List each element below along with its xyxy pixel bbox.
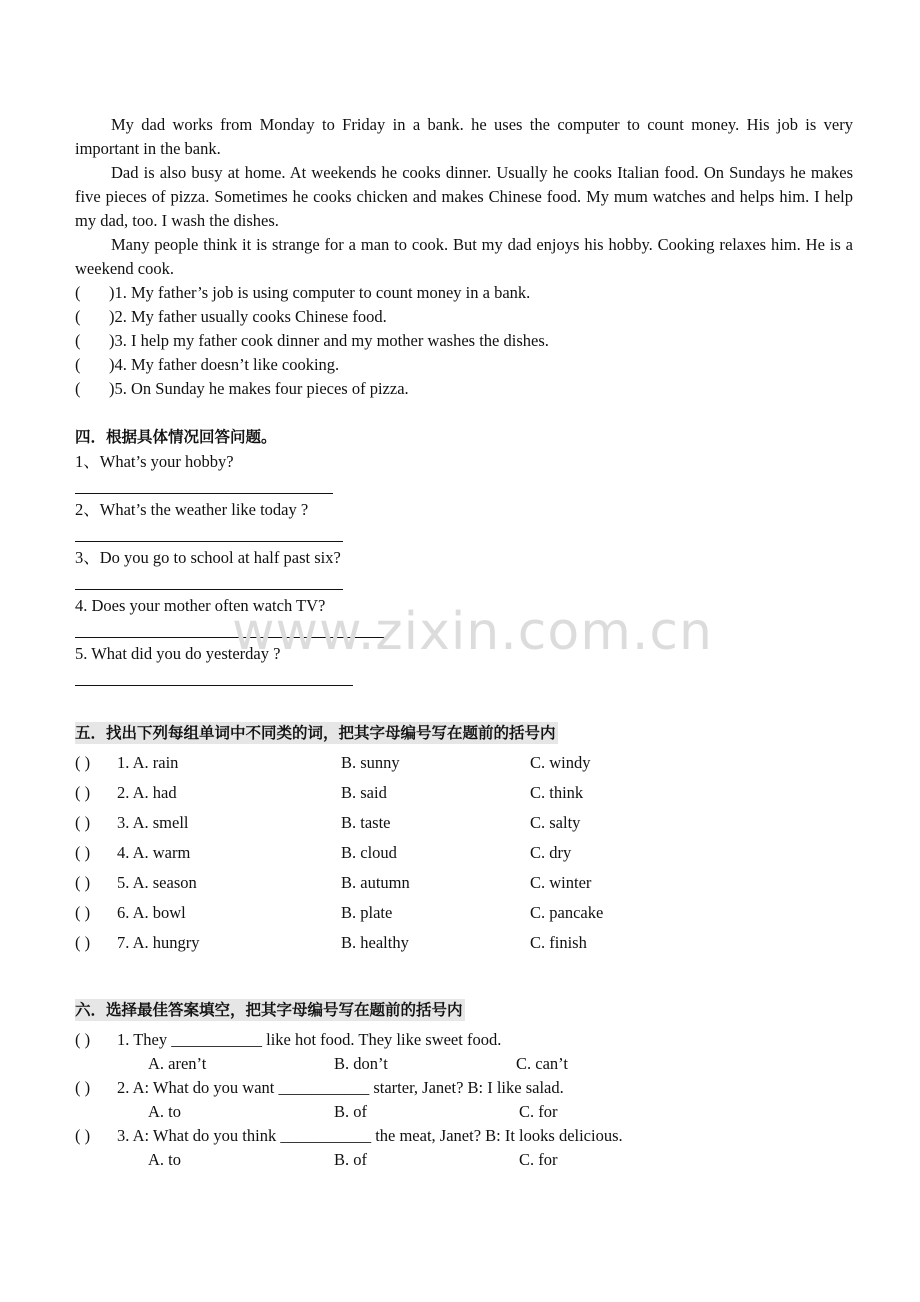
section-4-question-5: 5. What did you do yesterday ? — [75, 644, 281, 663]
section-5-row-6: ( ) 6. A. bowl B. plate C. pancake — [75, 903, 604, 922]
answer-paren[interactable]: ( ) — [75, 1030, 91, 1049]
answer-line-1[interactable] — [75, 493, 333, 494]
section-4-title: 四．根据具体情况回答问题。 — [75, 428, 277, 446]
answer-paren[interactable]: ( ) — [75, 1126, 91, 1145]
section-5-title: 五．找出下列每组单词中不同类的词，把其字母编号写在题前的括号内 — [75, 724, 556, 742]
tf-statement-4: ( )4. My father doesn’t like cooking. — [75, 355, 340, 374]
section-5-row-5: ( ) 5. A. season B. autumn C. winter — [75, 873, 592, 892]
section-6-question-3: ( ) 3. A: What do you think ___________ the meat, Janet? B: It looks delicious. — [75, 1126, 623, 1145]
answer-paren[interactable]: ( ) — [75, 1078, 91, 1097]
passage-paragraph-2: Dad is also busy at home. At weekends he cooks dinner. Usually he cooks Italian food. On Sundays he makes five pieces of pizza. Sometimes he cooks chicken and makes Chinese food. My mum watches and helps him. I help my dad, too. I wash the dishes. — [75, 163, 853, 230]
section-6-q2-option-c: C. for — [519, 1102, 558, 1121]
answer-paren[interactable]: ( ) — [75, 843, 91, 862]
answer-paren[interactable]: ( ) — [75, 783, 91, 802]
section-5-row-1: ( ) 1. A. rain B. sunny C. windy — [75, 753, 591, 772]
section-6-question-1: ( ) 1. They ___________ like hot food. They like sweet food. — [75, 1030, 502, 1049]
section-5-row-4: ( ) 4. A. warm B. cloud C. dry — [75, 843, 572, 862]
section-4-question-2: 2、What’s the weather like today ? — [75, 500, 309, 519]
section-6-q3-option-a: A. to — [148, 1150, 181, 1169]
section-6-question-2: ( ) 2. A: What do you want ___________ starter, Janet? B: I like salad. — [75, 1078, 564, 1097]
answer-line-5[interactable] — [75, 685, 353, 686]
passage-paragraph-3: Many people think it is strange for a man to cook. But my dad enjoys his hobby. Cooking relaxes him. He is a weekend cook. — [75, 235, 853, 278]
answer-line-3[interactable] — [75, 589, 343, 590]
answer-line-4[interactable] — [75, 637, 389, 638]
section-6-q1-option-a: A. aren’t — [148, 1054, 207, 1073]
tf-statement-5: ( )5. On Sunday he makes four pieces of pizza. — [75, 379, 409, 398]
section-6-title: 六．选择最佳答案填空，把其字母编号写在题前的括号内 — [75, 1001, 463, 1019]
watermark: www.zixin.com.cn — [232, 602, 713, 662]
section-6-q1-option-b: B. don’t — [334, 1054, 388, 1073]
tf-statement-3: ( )3. I help my father cook dinner and my mother washes the dishes. — [75, 331, 549, 350]
tf-statement-2: ( )2. My father usually cooks Chinese food. — [75, 307, 387, 326]
answer-line-2[interactable] — [75, 541, 343, 542]
section-6-q2-option-b: B. of — [334, 1102, 367, 1121]
answer-paren[interactable]: ( ) — [75, 753, 91, 772]
section-5-row-2: ( ) 2. A. had B. said C. think — [75, 783, 584, 802]
section-4-question-3: 3、Do you go to school at half past six? — [75, 548, 341, 567]
section-5-row-3: ( ) 3. A. smell B. taste C. salty — [75, 813, 581, 832]
passage-paragraph-1: My dad works from Monday to Friday in a bank. he uses the computer to count money. His job is very important in the bank. — [75, 115, 853, 158]
section-6-q1-option-c: C. can’t — [516, 1054, 568, 1073]
answer-paren[interactable]: ( ) — [75, 903, 91, 922]
section-4-question-1: 1、What’s your hobby? — [75, 452, 234, 471]
section-5-row-7: ( ) 7. A. hungry B. healthy C. finish — [75, 933, 587, 952]
tf-statement-1: ( )1. My father’s job is using computer to count money in a bank. — [75, 283, 531, 302]
section-4-question-4: 4. Does your mother often watch TV? — [75, 596, 326, 615]
answer-paren[interactable]: ( ) — [75, 813, 91, 832]
answer-paren[interactable]: ( ) — [75, 873, 91, 892]
section-6-q2-option-a: A. to — [148, 1102, 181, 1121]
section-6-q3-option-c: C. for — [519, 1150, 558, 1169]
answer-paren[interactable]: ( ) — [75, 933, 91, 952]
section-6-q3-option-b: B. of — [334, 1150, 367, 1169]
